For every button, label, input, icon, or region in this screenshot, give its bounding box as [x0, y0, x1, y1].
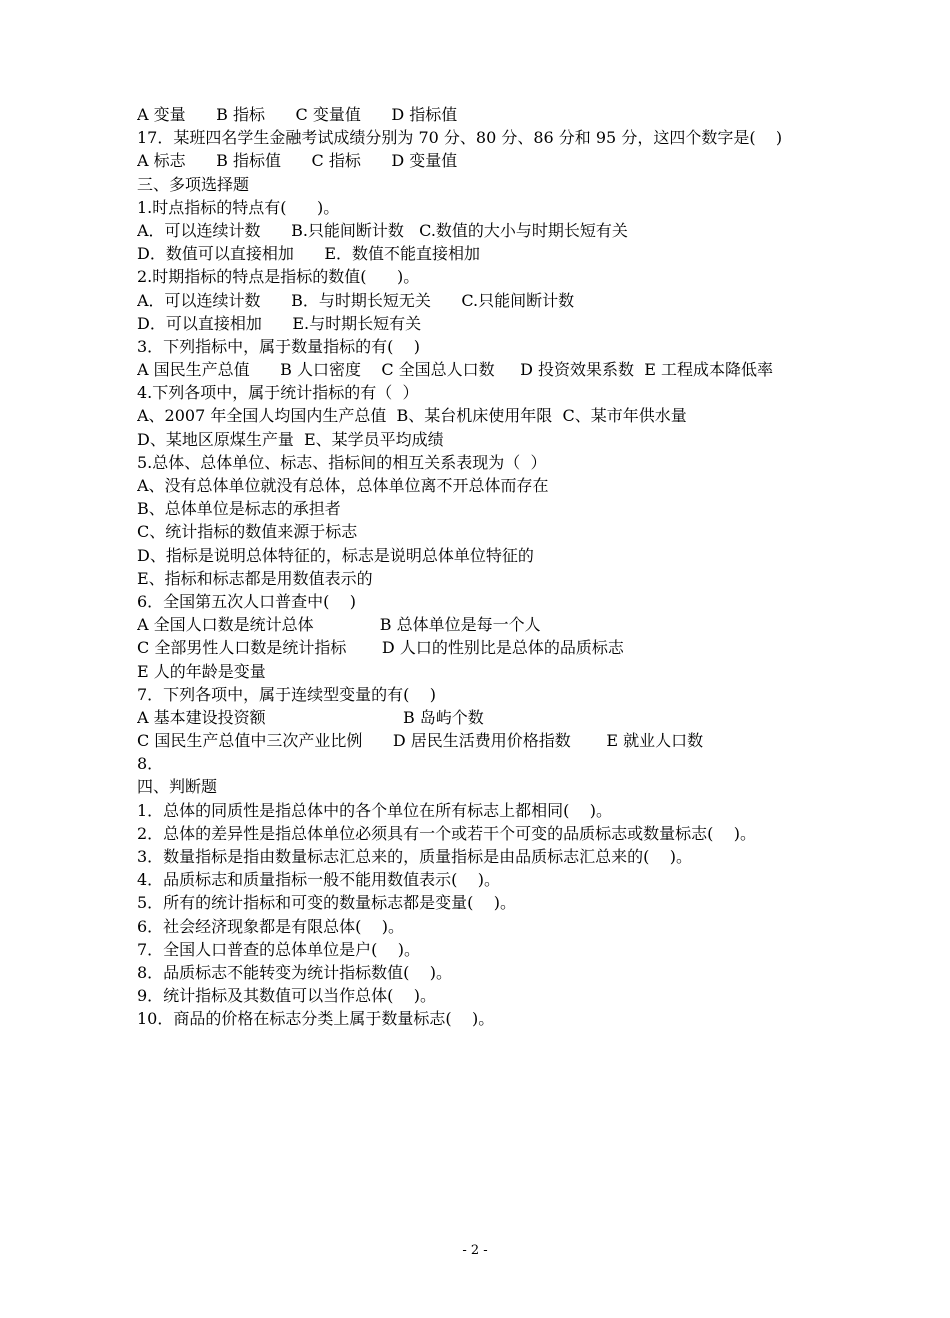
text-line: A、没有总体单位就没有总体，总体单位离不开总体而存在: [137, 476, 549, 495]
text-line: D、指标是说明总体特征的，标志是说明总体单位特征的: [137, 545, 534, 565]
text-line: 1．总体的同质性是指总体中的各个单位在所有标志上都相同( )。: [137, 800, 613, 820]
text-line: 3．下列指标中，属于数量指标的有( ): [137, 336, 421, 356]
text-line: D．数值可以直接相加 E．数值不能直接相加: [137, 244, 481, 264]
text-line: 2.时期指标的特点是指标的数值( )。: [137, 267, 420, 287]
text-line: E 人的年龄是变量: [137, 661, 266, 681]
text-line: A．可以连续计数 B.只能间断计数 C.数值的大小与时期长短有关: [137, 220, 628, 240]
text-line: A、2007 年全国人均国内生产总值 B、某台机床使用年限 C、某市年供水量: [137, 406, 687, 426]
text-line: A 标志 B 指标值 C 指标 D 变量值: [137, 151, 458, 171]
text-line: 9．统计指标及其数值可以当作总体( )。: [137, 986, 437, 1006]
text-line: A 国民生产总值 B 人口密度 C 全国总人口数 D 投资效果系数 E 工程成本降低率: [137, 360, 773, 380]
text-line: 6．全国第五次人口普查中( ): [137, 591, 357, 611]
text-line: 7．下列各项中，属于连续型变量的有( ): [137, 684, 437, 704]
text-line: 7．全国人口普查的总体单位是户( )。: [137, 939, 421, 959]
text-line: A 基本建设投资额 B 岛屿个数: [137, 707, 484, 727]
text-line: 5．所有的统计指标和可变的数量标志都是变量( )。: [137, 893, 517, 913]
text-line: A 全国人口数是统计总体 B 总体单位是每一个人: [137, 615, 541, 635]
text-line: 3．数量指标是指由数量标志汇总来的，质量指标是由品质标志汇总来的( )。: [137, 847, 693, 866]
text-line: D．可以直接相加 E.与时期长短有关: [137, 313, 422, 333]
text-line: D、某地区原煤生产量 E、某学员平均成绩: [137, 429, 444, 449]
document-body: [137, 103, 857, 1031]
text-line: 5.总体、总体单位、标志、指标间的相互关系表现为（ ）: [137, 452, 547, 472]
text-line: 8．: [137, 754, 164, 774]
text-line: A．可以连续计数 B．与时期长短无关 C.只能间断计数: [137, 290, 575, 310]
text-line: B、总体单位是标志的承担者: [137, 499, 341, 519]
text-line: 6．社会经济现象都是有限总体( )。: [137, 916, 405, 936]
text-line: 2．总体的差异性是指总体单位必须具有一个或若干个可变的品质标志或数量标志( )。: [137, 823, 757, 843]
text-line: 10．商品的价格在标志分类上属于数量标志( )。: [137, 1009, 495, 1029]
text-line: 四、判断题: [137, 777, 218, 797]
page-number: - 2 -: [462, 1243, 488, 1258]
text-line: 1.时点指标的特点有( )。: [137, 197, 340, 217]
text-line: C 国民生产总值中三次产业比例 D 居民生活费用价格指数 E 就业人口数: [137, 731, 704, 751]
text-line: 8．品质标志不能转变为统计指标数值( )。: [137, 962, 453, 982]
text-line: 4.下列各项中，属于统计指标的有（ ）: [137, 383, 419, 403]
text-line: A 变量 B 指标 C 变量值 D 指标值: [137, 105, 458, 124]
text-line: 17．某班四名学生金融考试成绩分别为 70 分、80 分、86 分和 95 分，这四个数字是( ): [137, 128, 783, 148]
text-line: C、统计指标的数值来源于标志: [137, 522, 358, 542]
text-line: 三、多项选择题: [137, 174, 250, 194]
text-line: 4．品质标志和质量指标一般不能用数值表示( )。: [137, 870, 501, 890]
text-line: C 全部男性人口数是统计指标 D 人口的性别比是总体的品质标志: [137, 638, 624, 658]
text-line: E、指标和标志都是用数值表示的: [137, 568, 373, 588]
